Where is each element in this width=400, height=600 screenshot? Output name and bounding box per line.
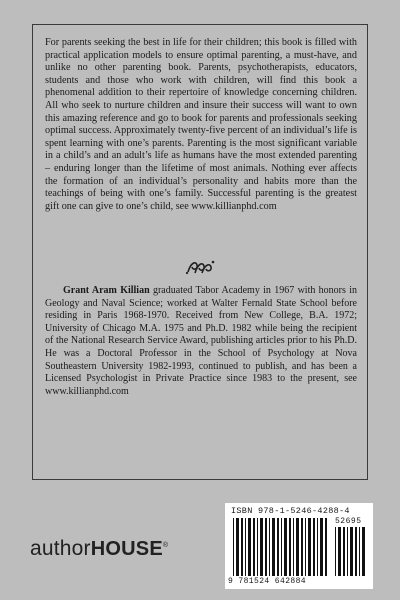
barcode-bar bbox=[245, 518, 246, 576]
barcode-bar bbox=[362, 527, 365, 576]
barcode-bar bbox=[320, 518, 323, 576]
isbn-label: ISBN 978-1-5246-4288-4 bbox=[231, 506, 350, 516]
barcode-bar bbox=[253, 518, 255, 576]
barcode-bar bbox=[257, 518, 258, 576]
barcode-bar bbox=[335, 527, 336, 576]
barcode-bar bbox=[317, 518, 318, 576]
barcode-bar bbox=[284, 518, 287, 576]
barcode-bar bbox=[272, 518, 275, 576]
barcode-bar bbox=[289, 518, 291, 576]
barcode-bar bbox=[325, 518, 327, 576]
barcode-bar bbox=[355, 527, 357, 576]
barcode-bar bbox=[233, 518, 234, 576]
publisher-logo-lower: author bbox=[30, 537, 91, 560]
isbn-barcode bbox=[225, 503, 373, 589]
book-blurb: For parents seeking the best in life for their children; this book is filled with practical application models to ensure optimal parenting, a must-have, and unlike no other parenting book. Parents, psychotherapists, educators, students and those who work with children, will find this book a phenomenal addition to their repertoire of knowledge concerning children. All who seek to nurture children and insure their success will want to own this amazing reference and go to book for parents and professionals seeking optimal success. Approximately twenty-five percent of an individual’s life is spent learning with one’s parents. Parenting is the most significant variable in a child’s and an adult’s life as humans have the most extended parenting – enduring longer than the lifetime of most animals. Nothing ever affects the formation of an individual’s personality and habits more than the teachings of being with one’s family. Successful parenting is the greatest gift one can give to one’s child, see www.killianphd.com bbox=[45, 37, 357, 212]
barcode-bar bbox=[359, 527, 360, 576]
barcode-bar bbox=[265, 518, 267, 576]
barcode-bar bbox=[308, 518, 311, 576]
barcode-bar bbox=[281, 518, 282, 576]
registered-mark: ® bbox=[162, 542, 169, 549]
publisher-logo bbox=[30, 537, 168, 561]
barcode-bar bbox=[343, 527, 345, 576]
barcode-bar bbox=[236, 518, 239, 576]
barcode-bar bbox=[301, 518, 303, 576]
barcode-bar bbox=[305, 518, 306, 576]
ean-digits: 9 781524 642884 bbox=[228, 577, 307, 586]
author-bio-text: graduated Tabor Academy in 1967 with honors in Geology and Naval Science; worked at Walter Fernald State School before residing in Paris 1968-1970. Received from New College, B.A. 1972; University of Chicago M.A. 1975 and Ph.D. 1982 while being the recipient of the National Research Service Award, publishing articles prior to his Ph.D. He was a Doctoral Professor in the School of Psychology at Nova Southeastern University 1982-1993, continued to publish, and has been a Licensed Psychologist in Private Practice since 1983 to the present, see www.killianphd.com bbox=[45, 285, 357, 397]
barcode-bar bbox=[260, 518, 263, 576]
barcode-addon-digits: 52695 bbox=[335, 517, 362, 526]
barcode-bar bbox=[296, 518, 299, 576]
barcode-bar bbox=[350, 527, 353, 576]
barcode-bars-addon bbox=[335, 527, 367, 576]
barcode-bar bbox=[269, 518, 270, 576]
barcode-bar bbox=[277, 518, 279, 576]
barcode-bar bbox=[241, 518, 243, 576]
barcode-bars-main bbox=[233, 518, 329, 576]
author-name: Grant Aram Killian bbox=[63, 285, 150, 296]
barcode-bar bbox=[313, 518, 315, 576]
author-bio bbox=[45, 285, 357, 398]
barcode-bar bbox=[347, 527, 348, 576]
barcode-bar bbox=[248, 518, 251, 576]
barcode-bar bbox=[293, 518, 294, 576]
decorative-flourish-icon bbox=[184, 258, 216, 276]
publisher-logo-upper: HOUSE bbox=[90, 538, 163, 560]
barcode-bar bbox=[338, 527, 341, 576]
